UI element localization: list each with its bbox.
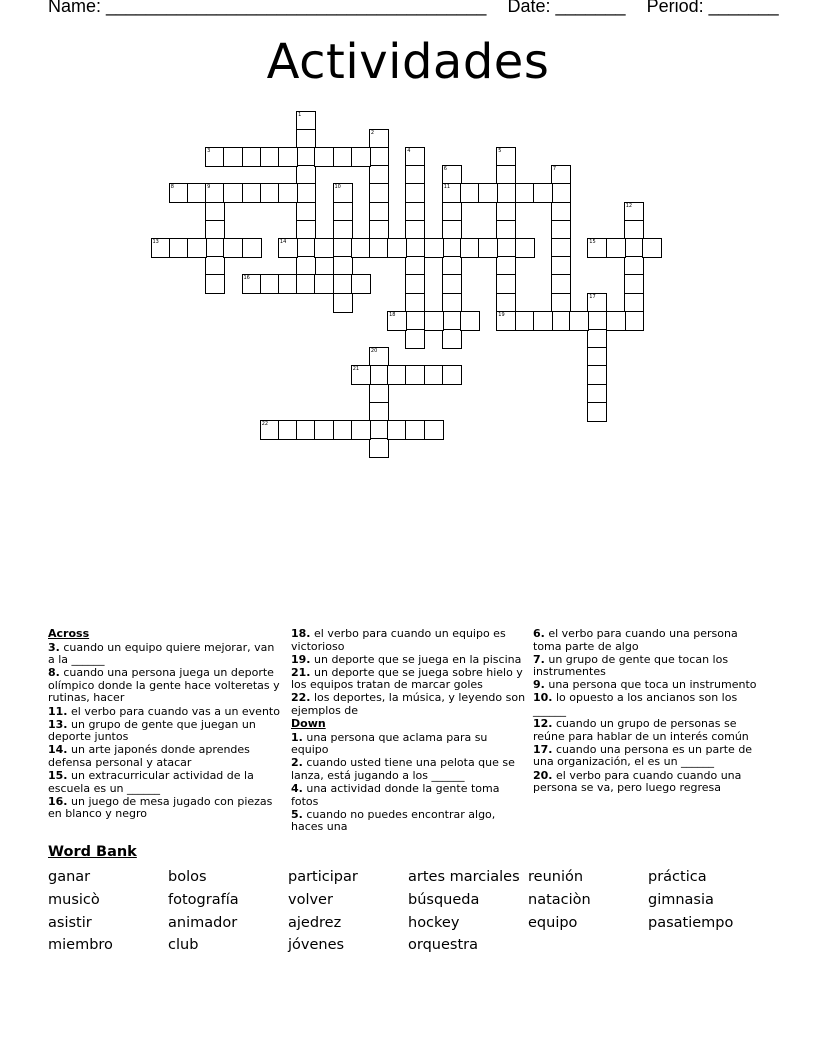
crossword-cell[interactable]	[260, 147, 280, 167]
clue-number-label: 18.	[291, 627, 311, 640]
crossword-cell[interactable]	[442, 202, 462, 222]
clue-number-label: 10.	[533, 691, 553, 705]
crossword-cell[interactable]	[587, 238, 607, 258]
clue	[291, 757, 527, 782]
crossword-cell[interactable]	[551, 238, 571, 258]
crossword-cell[interactable]	[333, 220, 353, 240]
date-field[interactable]: Date: _______	[507, 0, 626, 16]
crossword-cell[interactable]	[442, 165, 462, 185]
crossword-cell[interactable]	[296, 274, 316, 294]
crossword-cell[interactable]	[387, 420, 407, 440]
crossword-cell[interactable]	[551, 202, 571, 222]
crossword-cell[interactable]	[460, 238, 480, 258]
clue-number-label: 14.	[48, 743, 68, 757]
crossword-cell[interactable]	[405, 311, 425, 331]
clue	[533, 679, 769, 692]
name-field[interactable]: Name: ______________________________________	[48, 0, 487, 16]
clue-number: 19	[498, 311, 505, 318]
crossword-cell[interactable]	[442, 256, 462, 276]
clue-number: 2	[370, 129, 375, 136]
crossword-cell[interactable]	[442, 274, 462, 294]
clue-number: 13	[152, 238, 159, 245]
crossword-cell[interactable]	[587, 347, 607, 367]
clue-number: 1	[298, 111, 302, 118]
clue-text: cuando usted tiene una pelota que se lanza, está jugando a los ______	[291, 756, 515, 783]
crossword-cell[interactable]	[405, 165, 425, 185]
crossword-cell[interactable]	[296, 202, 316, 222]
word-bank-title: Word Bank	[48, 844, 137, 860]
crossword-cell[interactable]	[205, 238, 225, 258]
clue-number-label: 16.	[48, 794, 68, 808]
crossword-cell[interactable]	[496, 238, 516, 258]
clue-number: 6	[443, 166, 447, 173]
period-field[interactable]: Period: _______	[646, 0, 779, 16]
crossword-cell[interactable]	[223, 147, 243, 167]
across-heading: Across	[48, 627, 90, 640]
crossword-cell[interactable]	[442, 329, 462, 349]
crossword-cell[interactable]	[551, 183, 571, 203]
clue	[48, 796, 284, 821]
clue	[291, 654, 527, 667]
crossword-cell[interactable]	[424, 311, 444, 331]
crossword-cell[interactable]	[296, 147, 316, 167]
crossword-cell[interactable]	[496, 220, 516, 240]
crossword-cell[interactable]	[496, 165, 516, 185]
crossword-cell[interactable]	[624, 220, 644, 240]
word-bank-word: volver	[288, 891, 333, 908]
crossword-cell[interactable]	[587, 402, 607, 422]
clue	[48, 719, 284, 744]
crossword-cell[interactable]	[460, 311, 480, 331]
crossword-cell[interactable]	[551, 293, 571, 313]
word-bank-word: artes marciales	[408, 869, 520, 885]
word-bank-word: práctica	[648, 869, 707, 885]
clue-number: 22	[261, 420, 269, 427]
crossword-cell[interactable]	[460, 183, 480, 203]
clue	[291, 667, 527, 692]
crossword-cell[interactable]	[442, 183, 462, 203]
crossword-cell[interactable]	[442, 238, 462, 258]
crossword-cell[interactable]	[296, 165, 316, 185]
crossword-cell[interactable]	[405, 274, 425, 294]
crossword-cell[interactable]	[205, 183, 225, 203]
crossword-cell[interactable]	[278, 238, 298, 258]
clue	[291, 809, 527, 834]
crossword-cell[interactable]	[405, 293, 425, 313]
crossword-cell[interactable]	[533, 311, 553, 331]
clue-number: 11	[443, 184, 451, 191]
clue-number: 9	[207, 184, 211, 191]
crossword-cell[interactable]	[442, 365, 462, 385]
crossword-cell[interactable]	[205, 256, 225, 276]
crossword-cell[interactable]	[296, 129, 316, 149]
crossword-cell[interactable]	[296, 420, 316, 440]
clue-number-label: 19.	[291, 652, 311, 666]
clue	[533, 628, 769, 653]
crossword-cell[interactable]	[351, 365, 371, 385]
crossword-cell[interactable]	[169, 238, 189, 258]
clue-number-label: 4.	[291, 782, 303, 796]
crossword-cell[interactable]	[260, 420, 280, 440]
word-bank-word: bolos	[168, 869, 207, 885]
word-bank-word: pasatiempo	[648, 914, 734, 931]
crossword-cell[interactable]	[314, 274, 334, 294]
crossword-cell[interactable]	[606, 311, 626, 331]
crossword-cell[interactable]	[405, 202, 425, 222]
crossword-cell[interactable]	[405, 147, 425, 167]
crossword-cell[interactable]	[278, 183, 298, 203]
crossword-grid	[0, 0, 816, 480]
clue-number: 10	[334, 184, 341, 191]
clue-text: cuando una persona es un parte de una organización, el es un ______	[533, 742, 753, 769]
crossword-cell[interactable]	[551, 220, 571, 240]
clue	[48, 642, 284, 667]
clue-number: 4	[407, 147, 411, 154]
clue-number: 15	[589, 238, 596, 245]
crossword-cell[interactable]	[223, 183, 243, 203]
crossword-cell[interactable]	[515, 238, 535, 258]
clue-number-label: 17.	[533, 742, 553, 756]
crossword-cell[interactable]	[442, 311, 462, 331]
clue-number-label: 5.	[291, 807, 303, 821]
clue	[48, 706, 284, 719]
crossword-cell[interactable]	[624, 293, 644, 313]
crossword-cell[interactable]	[333, 183, 353, 203]
crossword-cell[interactable]	[496, 256, 516, 276]
clue-text: un deporte que se juega sobre hielo y los equipos tratan de marcar goles	[291, 665, 523, 692]
clue	[291, 783, 527, 808]
crossword-cell[interactable]	[333, 420, 353, 440]
clue-number: 16	[243, 275, 250, 282]
crossword-cell[interactable]	[496, 183, 516, 203]
clue-number-label: 22.	[291, 691, 311, 705]
clue-number-label: 13.	[48, 717, 68, 731]
crossword-cell[interactable]	[405, 256, 425, 276]
clue-number: 3	[207, 147, 211, 154]
crossword-cell[interactable]	[333, 147, 353, 167]
crossword-cell[interactable]	[533, 183, 553, 203]
word-bank	[48, 866, 768, 957]
crossword-cell[interactable]	[369, 220, 389, 240]
crossword-cell[interactable]	[369, 183, 389, 203]
clue-number: 18	[389, 311, 396, 318]
word-bank-word: fotografía	[168, 891, 239, 908]
crossword-cell[interactable]	[278, 147, 298, 167]
crossword-cell[interactable]	[369, 147, 389, 167]
clue-number-label: 6.	[533, 627, 545, 640]
crossword-cell[interactable]	[369, 238, 389, 258]
crossword-cell[interactable]	[551, 256, 571, 276]
crossword-cell[interactable]	[296, 220, 316, 240]
crossword-cell[interactable]	[296, 238, 316, 258]
crossword-cell[interactable]	[496, 293, 516, 313]
clue-text: una persona que aclama para su equipo	[291, 730, 488, 757]
clue-number: 17	[589, 293, 596, 300]
clue-text: el verbo para cuando vas a un evento	[71, 704, 280, 718]
crossword-cell[interactable]	[587, 293, 607, 313]
clue-number-label: 15.	[48, 769, 68, 783]
clue-text: un juego de mesa jugado con piezas en blanco y negro	[48, 794, 273, 821]
word-bank-word: asistir	[48, 914, 92, 931]
clue-text: el verbo para cuando una persona toma parte de algo	[533, 627, 738, 653]
crossword-cell[interactable]	[205, 202, 225, 222]
crossword-cell[interactable]	[424, 238, 444, 258]
clue-text: una actividad donde la gente toma fotos	[291, 782, 500, 808]
word-bank-word: equipo	[528, 914, 578, 931]
word-bank-word: ajedrez	[288, 914, 342, 931]
clue-text: una persona que toca un instrumento	[548, 678, 757, 692]
clue-text: cuando una persona juega un deporte olímpico donde la gente hace volteretas y rutinas, hacer	[48, 666, 280, 705]
crossword-cell[interactable]	[223, 238, 243, 258]
clue-text: cuando no puedes encontrar algo, haces una	[291, 807, 496, 834]
crossword-cell[interactable]	[587, 329, 607, 349]
crossword-cell[interactable]	[587, 365, 607, 385]
crossword-cell[interactable]	[442, 293, 462, 313]
clue-number: 20	[370, 348, 378, 355]
crossword-cell[interactable]	[496, 202, 516, 222]
crossword-cell[interactable]	[333, 256, 353, 276]
word-bank-word: miembro	[48, 937, 113, 954]
clue-number-label: 1.	[291, 730, 303, 744]
clue-text: los deportes, la música, y leyendo son ejemplos de	[291, 691, 526, 718]
crossword-cell[interactable]	[624, 311, 644, 331]
clue-number-label: 11.	[48, 704, 68, 718]
crossword-cell[interactable]	[515, 311, 535, 331]
clue-number-label: 12.	[533, 717, 553, 731]
clue-number: 7	[552, 166, 557, 173]
clue-number-label: 2.	[291, 756, 303, 770]
page-title: Actividades	[266, 34, 550, 90]
crossword-cell[interactable]	[205, 274, 225, 294]
crossword-cell[interactable]	[405, 220, 425, 240]
crossword-cell[interactable]	[369, 202, 389, 222]
crossword-cell[interactable]	[424, 420, 444, 440]
clue-number-label: 3.	[48, 640, 60, 654]
crossword-cell[interactable]	[478, 238, 498, 258]
word-bank-word: ganar	[48, 869, 91, 885]
clue-text: un extracurricular actividad de la escuela es un ______	[48, 769, 254, 795]
crossword-cell[interactable]	[369, 420, 389, 440]
crossword-cell[interactable]	[496, 274, 516, 294]
crossword-cell[interactable]	[369, 347, 389, 367]
word-bank-word: reunión	[528, 869, 584, 885]
crossword-cell[interactable]	[551, 311, 571, 331]
crossword-cell[interactable]	[169, 183, 189, 203]
crossword-cell[interactable]	[405, 183, 425, 203]
word-bank-word: búsqueda	[408, 891, 480, 908]
crossword-cell[interactable]	[296, 111, 316, 131]
crossword-cell[interactable]	[351, 274, 371, 294]
word-bank-word: animador	[168, 914, 238, 931]
crossword-cell[interactable]	[496, 147, 516, 167]
crossword-cell[interactable]	[314, 147, 334, 167]
crossword-cell[interactable]	[587, 384, 607, 404]
crossword-cell[interactable]	[551, 165, 571, 185]
clue-number-label: 20.	[533, 768, 553, 782]
crossword-cell[interactable]	[587, 311, 607, 331]
crossword-cell[interactable]	[369, 129, 389, 149]
clue	[291, 732, 527, 757]
clue	[48, 744, 284, 769]
word-bank-word: participar	[288, 869, 358, 885]
crossword-cell[interactable]	[260, 274, 280, 294]
clue	[48, 667, 284, 705]
clue	[533, 718, 769, 743]
crossword-cell[interactable]	[351, 147, 371, 167]
crossword-cell[interactable]	[624, 202, 644, 222]
word-bank-word: orquestra	[408, 937, 478, 954]
crossword-cell[interactable]	[333, 274, 353, 294]
crossword-cell[interactable]	[624, 256, 644, 276]
crossword-cell[interactable]	[296, 256, 316, 276]
crossword-cell[interactable]	[242, 183, 262, 203]
crossword-cell[interactable]	[187, 183, 207, 203]
word-bank-word: club	[168, 937, 199, 954]
crossword-cell[interactable]	[369, 438, 389, 458]
clue-number: 21	[352, 366, 360, 373]
crossword-cell[interactable]	[624, 238, 644, 258]
crossword-cell[interactable]	[551, 274, 571, 294]
crossword-cell[interactable]	[278, 274, 298, 294]
crossword-cell[interactable]	[242, 274, 262, 294]
crossword-cell[interactable]	[314, 420, 334, 440]
crossword-cell[interactable]	[205, 147, 225, 167]
crossword-cell[interactable]	[351, 420, 371, 440]
crossword-cell[interactable]	[369, 402, 389, 422]
clue	[48, 770, 284, 795]
crossword-cell[interactable]	[369, 165, 389, 185]
crossword-cell[interactable]	[405, 365, 425, 385]
clue-text: un grupo de gente que juegan un deporte juntos	[48, 717, 256, 744]
clue-number-label: 21.	[291, 665, 311, 679]
crossword-cell[interactable]	[642, 238, 662, 258]
clue	[291, 628, 527, 653]
crossword-cell[interactable]	[405, 329, 425, 349]
word-bank-word: jóvenes	[288, 937, 345, 954]
clue-number: 5	[498, 147, 502, 154]
crossword-cell[interactable]	[333, 238, 353, 258]
clue-number-label: 8.	[48, 666, 60, 680]
clue	[533, 770, 769, 795]
crossword-cell[interactable]	[387, 238, 407, 258]
crossword-cell[interactable]	[242, 238, 262, 258]
crossword-cell[interactable]	[151, 238, 171, 258]
crossword-cell[interactable]	[333, 293, 353, 313]
crossword-cell[interactable]	[515, 183, 535, 203]
crossword-cell[interactable]	[205, 220, 225, 240]
word-bank-word: musicò	[48, 891, 100, 908]
crossword-cell[interactable]	[333, 202, 353, 222]
clue-text: lo opuesto a los ancianos son los ______	[533, 691, 738, 718]
word-bank-word: gimnasia	[648, 891, 714, 908]
clue-number: 14	[279, 238, 287, 245]
clue	[533, 654, 769, 679]
crossword-cell[interactable]	[387, 365, 407, 385]
crossword-cell[interactable]	[296, 183, 316, 203]
clue	[291, 692, 527, 717]
clue-text: un deporte que se juega en la piscina	[314, 652, 522, 666]
crossword-cell[interactable]	[606, 238, 626, 258]
word-bank-word: hockey	[408, 914, 460, 931]
crossword-cell[interactable]	[405, 238, 425, 258]
crossword-cell[interactable]	[369, 384, 389, 404]
clue-number-label: 7.	[533, 652, 545, 666]
crossword-cell[interactable]	[242, 147, 262, 167]
crossword-cell[interactable]	[187, 238, 207, 258]
crossword-cell[interactable]	[369, 365, 389, 385]
clue	[533, 692, 769, 717]
crossword-cell[interactable]	[496, 311, 516, 331]
down-heading: Down	[291, 717, 326, 731]
crossword-cell[interactable]	[314, 238, 334, 258]
crossword-cell[interactable]	[278, 420, 298, 440]
clue-number: 12	[625, 202, 633, 209]
clue-text: el verbo para cuando un equipo es victorioso	[291, 627, 506, 653]
crossword-cell[interactable]	[351, 238, 371, 258]
clue-text: el verbo para cuando cuando una persona se va, pero luego regresa	[533, 768, 742, 795]
clue-number: 8	[170, 184, 174, 191]
clue-text: un grupo de gente que tocan los instrumentes	[533, 652, 729, 679]
clue	[533, 744, 769, 769]
crossword-cell[interactable]	[387, 311, 407, 331]
crossword-cell[interactable]	[624, 274, 644, 294]
crossword-cell[interactable]	[424, 365, 444, 385]
clue-number-label: 9.	[533, 678, 545, 692]
word-bank-word: nataciòn	[528, 891, 591, 908]
crossword-cell[interactable]	[569, 311, 589, 331]
clues-column-2	[291, 628, 527, 835]
clue-text: cuando un grupo de personas se reúne para hablar de un interés común	[533, 717, 749, 743]
clue-text: cuando un equipo quiere mejorar, van a la ______	[48, 640, 275, 667]
clues-column-3	[533, 628, 769, 795]
clues-column-1	[48, 628, 284, 821]
crossword-cell[interactable]	[405, 420, 425, 440]
crossword-cell[interactable]	[442, 220, 462, 240]
crossword-cell[interactable]	[478, 183, 498, 203]
crossword-cell[interactable]	[260, 183, 280, 203]
clue-text: un arte japonés donde aprendes defensa personal y atacar	[48, 743, 250, 769]
